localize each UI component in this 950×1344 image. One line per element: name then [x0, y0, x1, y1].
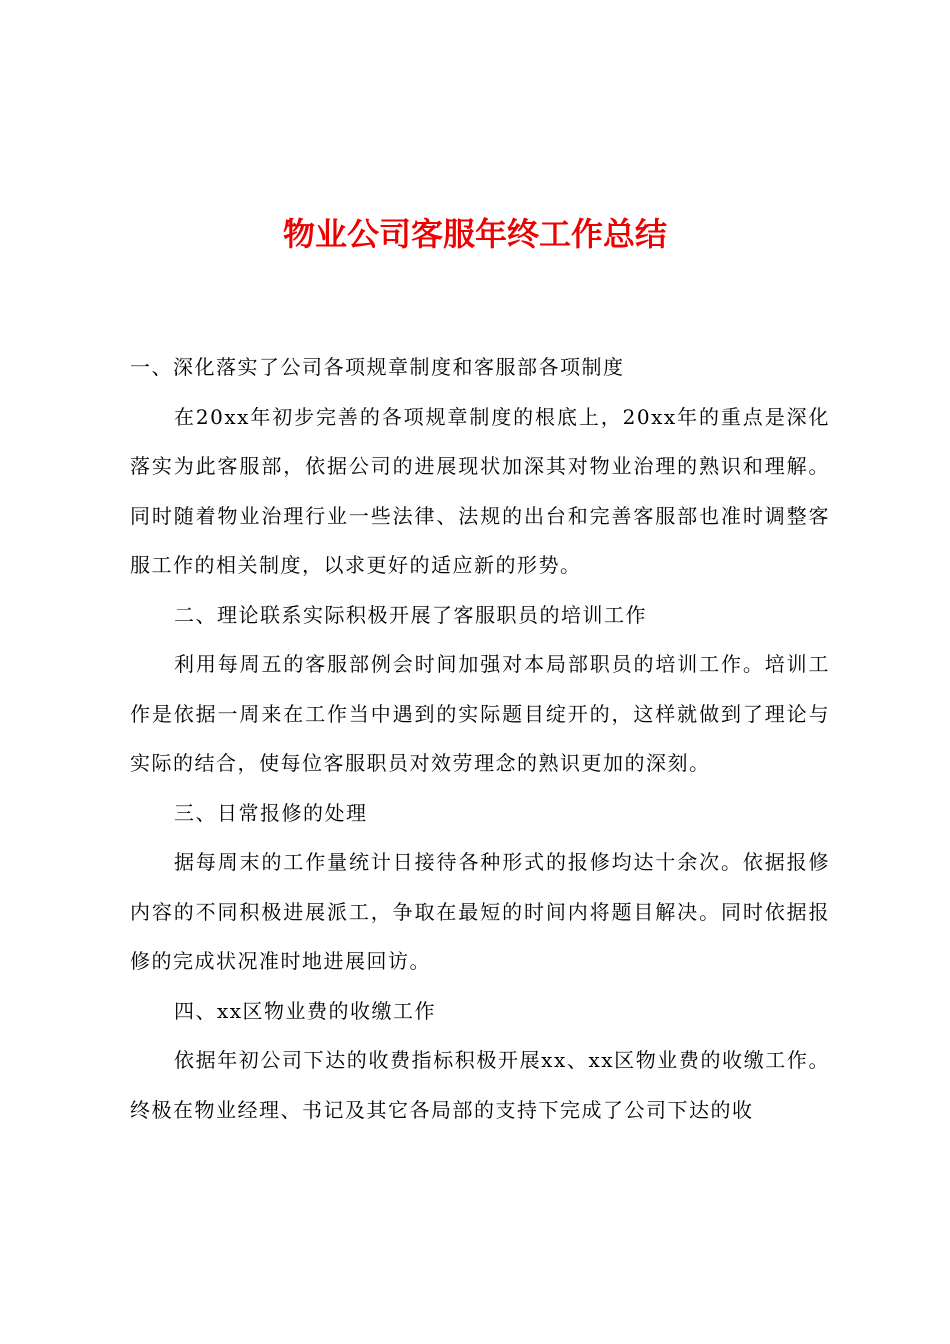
document-title: 物业公司客服年终工作总结 [282, 215, 667, 253]
section-heading-4: 四、xx区物业费的收缴工作 [174, 998, 437, 1023]
section-heading-3: 三、日常报修的处理 [174, 800, 368, 825]
section-heading-1: 一、深化落实了公司各项规章制度和客服部各项制度 [130, 355, 625, 379]
section-paragraph-2: 利用每周五的客服部例会时间加强对本局部职员的培训工作。培训工作是依据一周来在工作当中遇到的实际题目绽开的，这样就做到了理论与实际的结合，使每位客服职员对效劳理念的熟识更加的深刻。 [130, 652, 830, 775]
section-heading-2: 二、理论联系实际积极开展了客服职员的培训工作 [174, 602, 647, 627]
section-paragraph-4: 依据年初公司下达的收费指标积极开展xx、xx区物业费的收缴工作。终极在物业经理、书记及其它各局部的支持下完成了公司下达的收 [130, 1048, 830, 1122]
section-paragraph-3: 据每周末的工作量统计日接待各种形式的报修均达十余次。依据报修内容的不同积极进展派工，争取在最短的时间内将题目解决。同时依据报修的完成状况准时地进展回访。 [130, 850, 830, 973]
section-paragraph-1: 在20xx年初步完善的各项规章制度的根底上，20xx年的重点是深化落实为此客服部，依据公司的进展现状加深其对物业治理的熟识和理解。同时随着物业治理行业一些法律、法规的出台和完善客服部也准时调整客服工作的相关制度，以求更好的适应新的形势。 [130, 404, 830, 577]
document-body [130, 343, 830, 1135]
